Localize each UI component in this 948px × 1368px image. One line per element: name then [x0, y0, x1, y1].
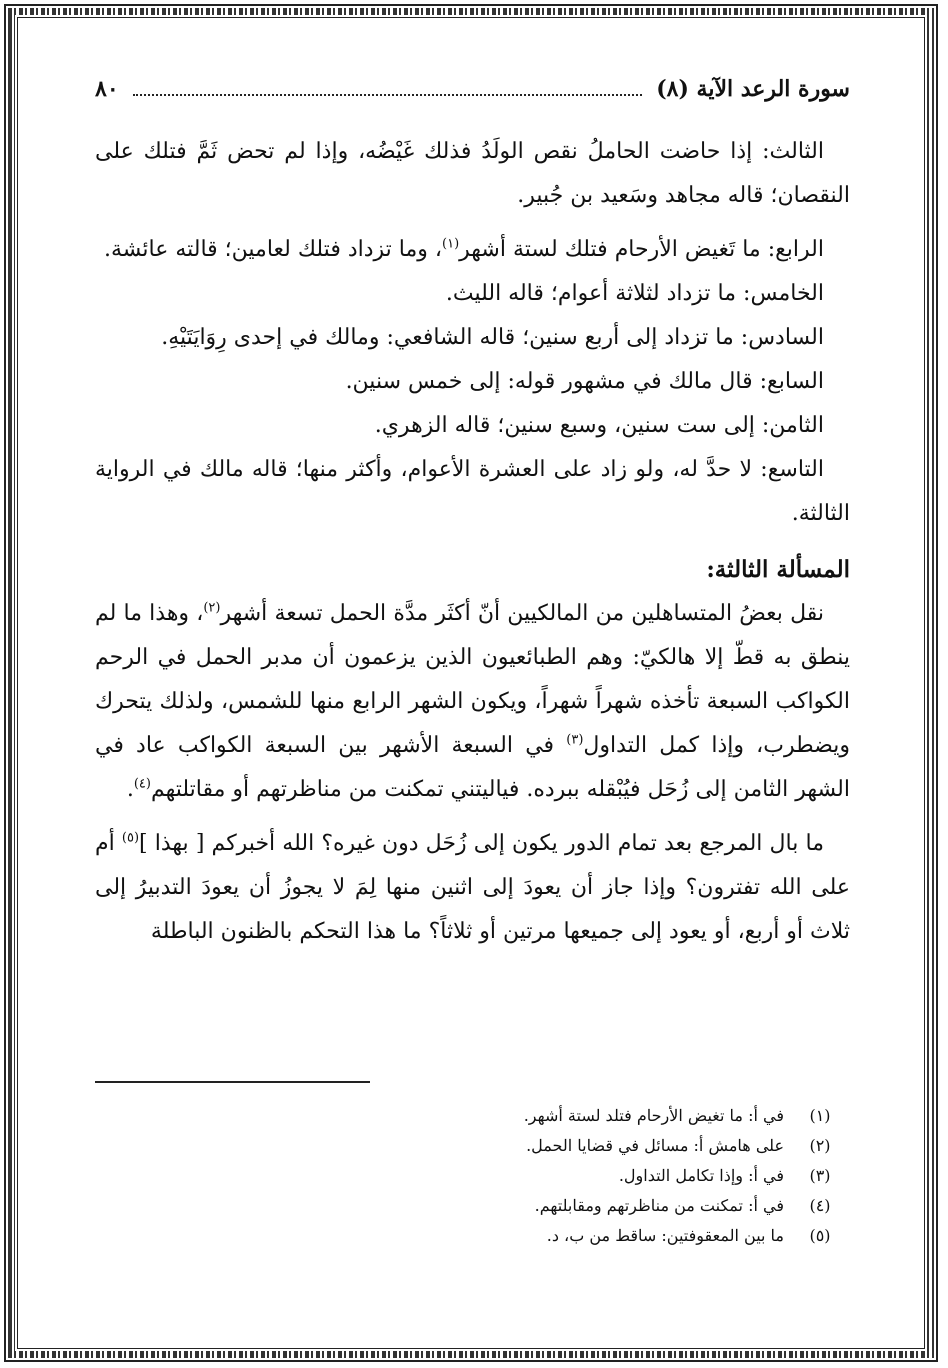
footnote-text: ما بين المعقوفتين: ساقط من ب، د.	[546, 1225, 784, 1245]
footnote-item	[95, 1220, 850, 1250]
footnote-separator	[95, 1081, 370, 1083]
footnote-item	[95, 1190, 850, 1220]
body1-text-c: في السبعة الأشهر بين السبعة الكواكب عاد في الشهر الثامن إلى زُحَل فيُبْقله ببرده. فياليتني تمكنت من مناظرتهم أو مقاتلتهم	[95, 733, 850, 802]
paragraph-sixth-opinion: السادس: ما تزداد إلى أربع سنين؛ قاله الشافعي: ومالك في إحدى رِوَايَتَيْهِ.	[161, 325, 824, 350]
footnote-text: في أ: ما تغيض الأرحام فتلد لستة أشهر.	[523, 1105, 784, 1125]
surah-title: سورة الرعد الآية (٨)	[656, 76, 850, 102]
paragraph-fifth-opinion: الخامس: ما تزداد لثلاثة أعوام؛ قاله الليث.	[445, 281, 824, 306]
paragraph-third-opinion: الثالث: إذا حاضت الحاملُ نقص الولَدُ فذلك غَيْضُه، وإذا لم تحض ثَمَّ فتلك على النقصان؛ قاله مجاهد وسَعيد بن جُبير.	[95, 139, 850, 208]
footnote-number: (١)	[809, 1105, 831, 1125]
footnote-ref-5: (٥)	[121, 830, 140, 846]
running-header	[95, 70, 850, 108]
paragraph-seventh-opinion: السابع: قال مالك في مشهور قوله: إلى خمس سنين.	[345, 369, 824, 394]
footnote-text: في أ: تمكنت من مناظرتهم ومقابلتهم.	[534, 1195, 784, 1215]
paragraph-fourth-opinion	[95, 228, 850, 272]
paragraph-section-body-2	[95, 822, 850, 954]
footnote-number: (٢)	[809, 1135, 831, 1155]
page-number: ٨٠	[95, 76, 119, 102]
paragraph-ninth-opinion: التاسع: لا حدَّ له، ولو زاد على العشرة الأعوام، وأكثر منها؛ قاله مالك في الرواية الثالثة.	[95, 457, 850, 526]
footnote-number: (٥)	[809, 1225, 831, 1245]
paragraph-fourth-text-a: الرابع: ما تَغيض الأرحام فتلك لستة أشهر	[459, 237, 824, 262]
footnote-ref-4: (٤)	[133, 776, 151, 792]
footnote-text: في أ: وإذا تكامل التداول.	[618, 1165, 784, 1185]
body2-text-b: أم على الله تفترون؟ وإذا جاز أن يعودَ إلى اثنين منها لِمَ لا يجوزُ أن يعودَ التدبيرُ إلى ثلاث أو أربع، أو يعود إلى جميعها مرتين أو ثلاثاً؟ ما هذا التحكم بالظنون الباطلة	[95, 831, 850, 944]
paragraph-eighth-opinion: الثامن: إلى ست سنين، وسبع سنين؛ قاله الزهري.	[374, 413, 824, 438]
footnote-item	[95, 1130, 850, 1160]
footnote-ref-2: (٢)	[203, 600, 221, 616]
page-content	[95, 70, 850, 954]
body1-text-a: نقل بعضُ المتساهلين من المالكيين أنّ أكثَر مدَّة الحمل تسعة أشهر	[220, 601, 824, 626]
footnotes	[95, 1100, 850, 1250]
body1-text-d: .	[126, 777, 134, 802]
footnote-text: على هامش أ: مسائل في قضايا الحمل.	[526, 1135, 784, 1155]
footnote-number: (٣)	[809, 1165, 831, 1185]
section-heading: المسألة الثالثة:	[706, 556, 850, 583]
footnote-item	[95, 1100, 850, 1130]
footnote-number: (٤)	[809, 1195, 831, 1215]
body1-text-b: ، وهذا ما لم ينطق به قطّ إلا هالكيّ: وهم الطبائعيون الذين يزعمون أن مدبر الحمل في الرحم الكواكب السبعة تأخذه شهراً شهراً، ويكون الشهر الرابع منها للشمس، ولذلك يتحرك ويضطرب، وإذا كمل التداول	[95, 601, 851, 758]
footnote-ref-1: (١)	[442, 236, 460, 252]
paragraph-fourth-text-b: ، وما تزداد فتلك لعامين؛ قالته عائشة.	[103, 237, 442, 262]
footnote-ref-3: (٣)	[566, 732, 584, 748]
footnote-item	[95, 1160, 850, 1190]
paragraph-section-body-1	[95, 592, 850, 812]
body2-text-a: ما بال المرجع بعد تمام الدور يكون إلى زُحَل دون غيره؟ الله أخبركم [ بهذا ]	[139, 831, 824, 856]
header-dot-leader	[133, 94, 643, 96]
